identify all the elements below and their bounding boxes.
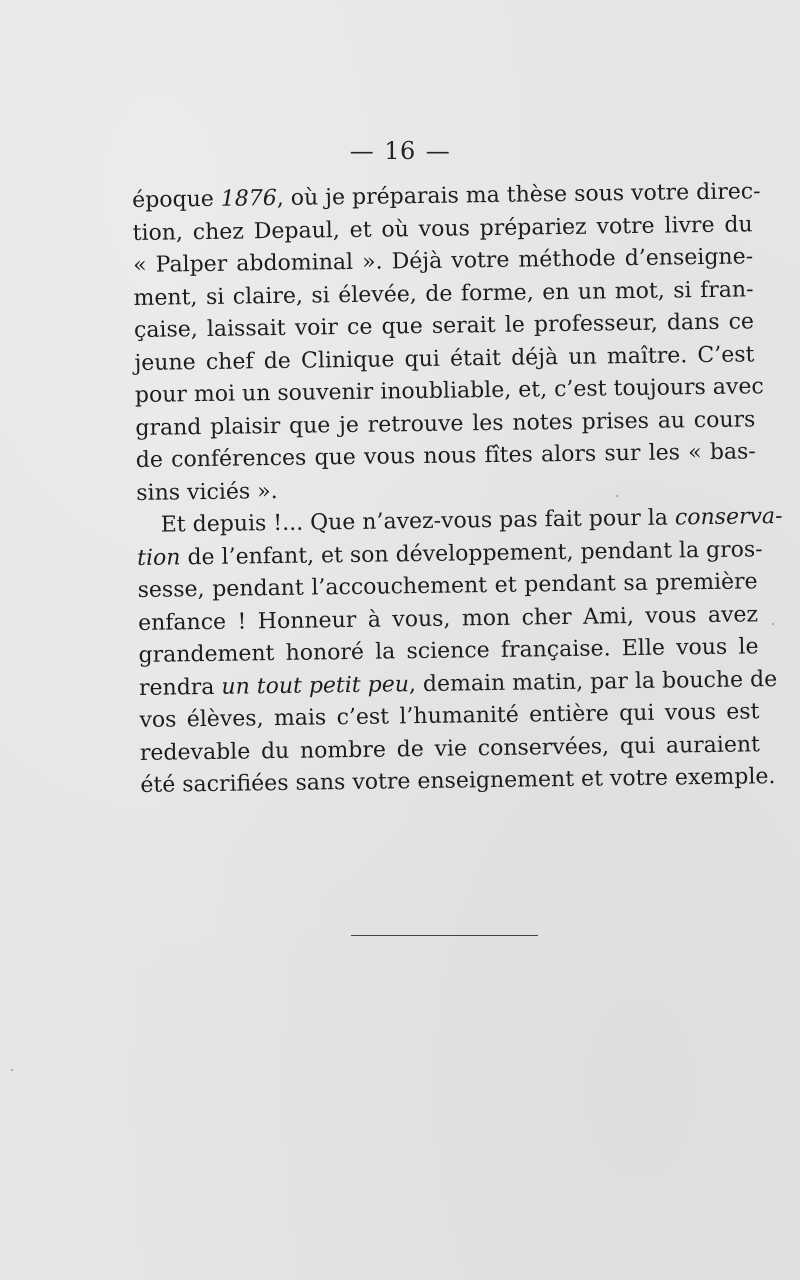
- text-segment: ment, si claire, si élevée, de forme, en un mot, si fran-: [133, 276, 754, 311]
- body-text: [132, 176, 783, 802]
- italic-text-segment: tion: [137, 544, 181, 571]
- page-number-value: 16: [384, 137, 416, 165]
- text-segment: de conférences que vous nous fîtes alors sur les « bas-: [135, 439, 756, 473]
- page-number-dash-left: —: [349, 137, 375, 165]
- text-segment: été sacrifiées sans votre enseignement et votre exemple.: [140, 764, 776, 798]
- page-number-dash-right: —: [425, 137, 451, 165]
- end-rule: [351, 935, 538, 936]
- italic-text-segment: un tout petit peu: [221, 671, 410, 700]
- text-segment: grand plaisir que je retrouve les notes prises au cours: [135, 406, 756, 441]
- text-segment: , où je préparais ma thèse sous votre direc-: [276, 179, 761, 211]
- text-segment: vos élèves, mais c’est l’humanité entière qui vous est: [139, 699, 760, 733]
- text-segment: « Palper abdominal ». Déjà votre méthode d’enseigne-: [132, 244, 754, 278]
- text-segment: rendra: [138, 674, 222, 701]
- text-segment: époque: [132, 186, 222, 213]
- text-segment: de l’enfant, et son développement, pendant la gros-: [180, 536, 763, 570]
- text-segment: , demain matin, par la bouche de: [408, 666, 778, 697]
- text-segment: çaise, laissait voir ce que serait le professeur, dans ce: [133, 309, 755, 343]
- text-segment: sesse, pendant l’accouchement et pendant sa première: [137, 569, 758, 603]
- text-segment: sins viciés ».: [136, 478, 278, 506]
- text-segment: grandement honoré la science française. Elle vous le: [138, 634, 759, 668]
- text-segment: redevable du nombre de vie conservées, qui auraient: [139, 731, 761, 766]
- text-segment: enfance ! Honneur à vous, mon cher Ami, vous avez: [137, 601, 759, 636]
- text-segment: Et depuis !... Que n’avez-vous pas fait pour la: [160, 505, 676, 538]
- text-segment: pour moi un souvenir inoubliable, et, c’est toujours avec: [134, 374, 764, 408]
- text-segment: jeune chef de Clinique qui était déjà un maître. C’est: [134, 341, 755, 376]
- italic-text-segment: 1876: [220, 185, 278, 212]
- page-number: [0, 137, 800, 165]
- paper-speck: [616, 495, 618, 497]
- paper-speck: [11, 1069, 13, 1071]
- text-segment: tion, chez Depaul, et où vous prépariez votre livre du: [132, 211, 753, 246]
- paper-speck: [772, 623, 774, 625]
- italic-text-segment: conserva-: [674, 503, 783, 531]
